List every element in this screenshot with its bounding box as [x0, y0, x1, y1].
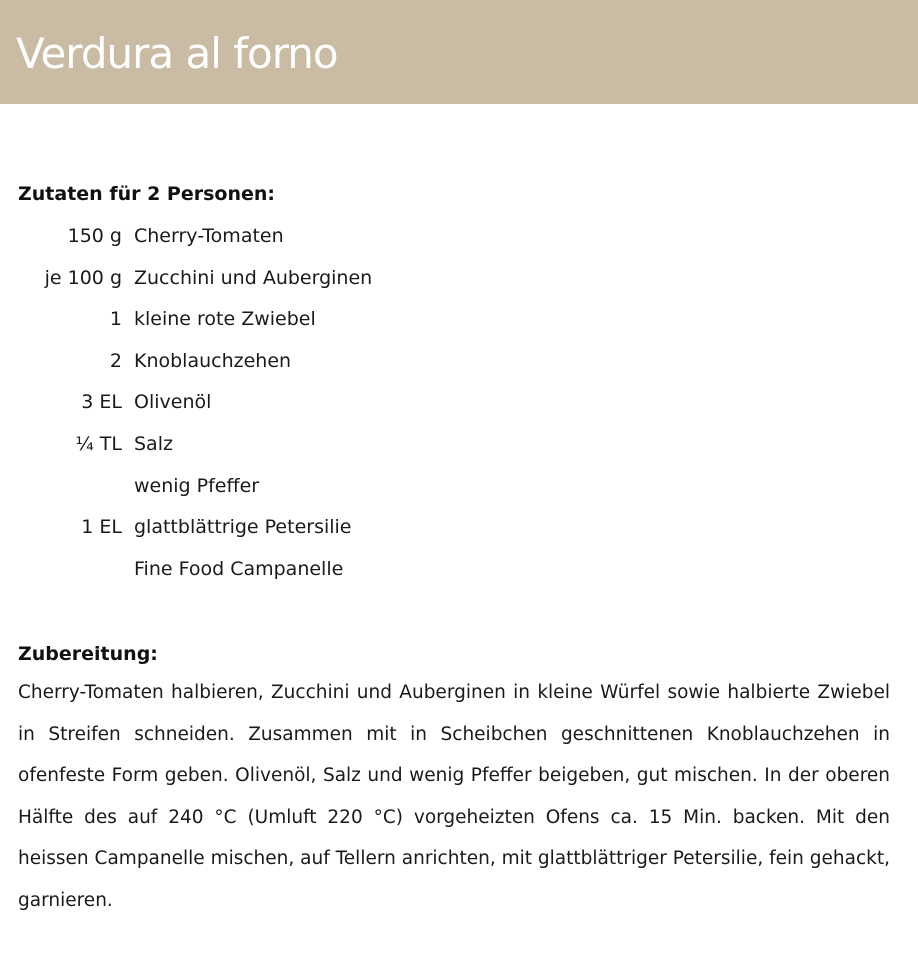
ingredients-list — [0, 224, 918, 598]
ingredient-name: Cherry-Tomaten — [134, 225, 284, 247]
ingredient-quantity: 150 g — [67, 225, 122, 247]
ingredient-quantity: 3 EL — [81, 391, 122, 414]
ingredient-name: Fine Food Campanelle — [134, 557, 344, 580]
recipe-title: Verdura al forno — [16, 29, 338, 78]
ingredient-row — [0, 390, 918, 432]
ingredient-quantity: 2 — [109, 349, 122, 372]
title-bar — [0, 0, 918, 104]
ingredient-row — [0, 515, 918, 557]
ingredient-quantity: je 100 g — [44, 266, 122, 289]
ingredient-name: Zucchini und Auberginen — [134, 266, 373, 289]
ingredient-name: glattblättrige Petersilie — [134, 516, 352, 539]
ingredient-row — [0, 224, 918, 266]
ingredients-heading: Zutaten für 2 Personen: — [18, 183, 276, 205]
preparation-heading: Zubereitung: — [18, 643, 158, 665]
preparation-text: Cherry-Tomaten halbieren, Zucchini und Auberginen in kleine Würfel sowie halbierte Zwiebel in Streifen schneiden. Zusammen mit in Scheibchen geschnittenen Knoblauchzehen in ofenfeste Form geben. Olivenöl, Salz und wenig Pfeffer beigeben, gut mischen. In der oberen Hälfte des auf 240 °C (Umluft 220 °C) vorgeheizten Ofens ca. 15 Min. backen. Mit den heissen Campanelle mischen, auf Tellern anrichten, mit glattblättriger Petersilie, fein gehackt, garnieren. — [18, 682, 890, 911]
ingredient-row — [0, 349, 918, 391]
ingredient-row — [0, 307, 918, 349]
ingredient-name: Knoblauchzehen — [134, 349, 292, 372]
ingredient-quantity: 1 EL — [81, 516, 122, 539]
ingredient-quantity: 1 — [109, 308, 122, 331]
ingredient-quantity: ¼ TL — [75, 432, 122, 455]
ingredient-name: kleine rote Zwiebel — [134, 308, 316, 331]
ingredient-row — [0, 474, 918, 516]
ingredient-name: Salz — [134, 432, 173, 455]
ingredient-row — [0, 432, 918, 474]
ingredient-row — [0, 266, 918, 308]
ingredient-name: wenig Pfeffer — [134, 474, 260, 497]
ingredient-name: Olivenöl — [134, 391, 212, 414]
ingredient-row — [0, 557, 918, 599]
